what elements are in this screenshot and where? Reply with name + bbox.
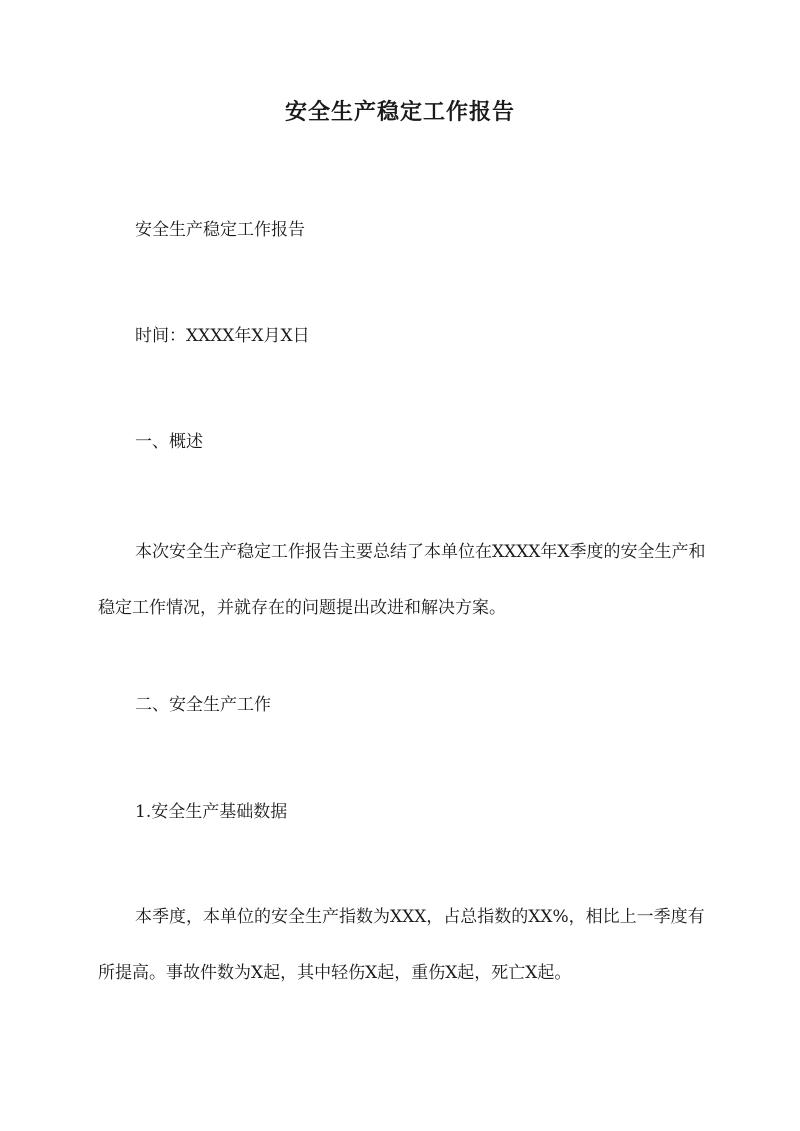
subsection-heading-basic-data: 1.安全生产基础数据 [135,802,288,822]
document-subtitle: 安全生产稳定工作报告 [135,220,305,240]
subsection-body-basic-data: 本季度，本单位的安全生产指数为XXX，占总指数的XX%，相比上一季度有所提高。事故件数为X起，其中轻伤X起，重伤X起，死亡X起。 [98,907,705,983]
section-body-overview: 本次安全生产稳定工作报告主要总结了本单位在XXXX年X季度的安全生产和稳定工作情况，并就存在的问题提出改进和解决方案。 [98,542,706,618]
document-title: 安全生产稳定工作报告 [284,99,515,125]
section-heading-overview: 一、概述 [135,432,203,452]
report-time: 时间：XXXX年X月X日 [135,326,310,346]
section-heading-safety-work: 二、安全生产工作 [135,695,271,715]
